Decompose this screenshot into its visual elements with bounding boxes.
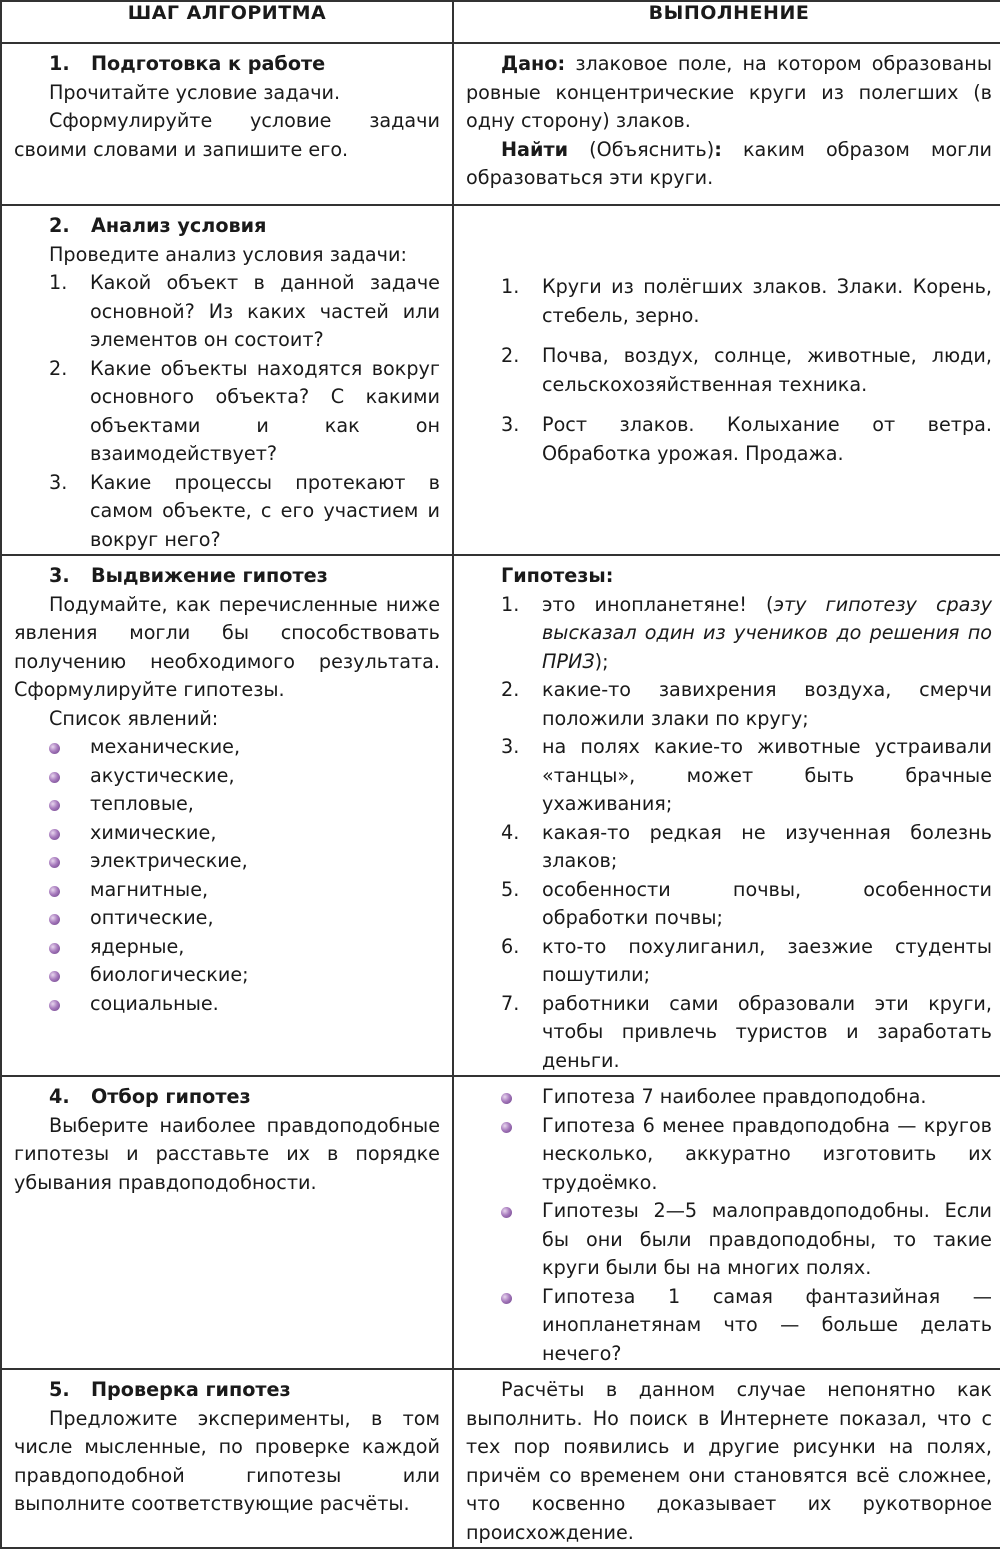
bullet-icon bbox=[49, 943, 60, 954]
list-item: Гипотеза 1 самая фантазийная — инопланетянам что — больше делать нечего? bbox=[466, 1283, 992, 1369]
bullet-icon bbox=[49, 857, 60, 868]
list-item: 6. кто-то похулиганил, заезжие студенты пошутили; bbox=[501, 934, 992, 986]
hypotheses-list bbox=[466, 591, 992, 1076]
phenomena-label: Список явлений: bbox=[49, 706, 219, 730]
step-5-description bbox=[2, 1370, 452, 1519]
bullet-icon bbox=[49, 1000, 60, 1011]
bullet-icon bbox=[49, 772, 60, 783]
step-4-description bbox=[2, 1077, 452, 1197]
bullet-icon bbox=[49, 914, 60, 925]
analysis-questions bbox=[14, 269, 440, 554]
step-2-execution bbox=[454, 206, 1000, 468]
list-item: акустические, bbox=[14, 762, 440, 791]
step-5-p1: Предложите эксперименты, в том числе мысленные, по проверке каждой правдоподобной гипотезы или выполните соответствующие расчёты. bbox=[14, 1406, 440, 1515]
bullet-icon bbox=[49, 829, 60, 840]
step-5-title: 5. Проверка гипотез bbox=[49, 1378, 291, 1401]
step-4-p1: Выберите наиболее правдоподобные гипотезы и расставьте их в порядке убывания правдоподобности. bbox=[14, 1113, 440, 1194]
step-2-intro: Проведите анализ условия задачи: bbox=[49, 242, 407, 266]
list-item: 3. Рост злаков. Колыхание от ветра. Обработка урожая. Продажа. bbox=[501, 413, 992, 465]
list-item: 1. это инопланетяне! (эту гипотезу сразу высказал один из учеников до решения по ПРИЗ); bbox=[501, 592, 992, 673]
list-item: ядерные, bbox=[14, 933, 440, 962]
step-1-execution bbox=[454, 44, 1000, 193]
row-step-4 bbox=[1, 1076, 1000, 1369]
bullet-icon bbox=[49, 886, 60, 897]
list-item: биологические; bbox=[14, 961, 440, 990]
step-1-p2: Сформулируйте условие задачи своими словами и запишите его. bbox=[14, 109, 440, 161]
header-step: ШАГ АЛГОРИТМА bbox=[1, 1, 453, 43]
step-2-description bbox=[2, 206, 452, 554]
list-item: механические, bbox=[14, 733, 440, 762]
step-5-execution bbox=[454, 1370, 1000, 1547]
bullet-icon bbox=[49, 743, 60, 754]
step-3-title: 3. Выдвижение гипотез bbox=[49, 564, 328, 587]
row-step-1 bbox=[1, 43, 1000, 205]
list-item: Гипотеза 6 менее правдоподобна — кругов несколько, аккуратно изготовить их трудоёмко. bbox=[466, 1112, 992, 1198]
list-item: 3. Какие процессы протекают в самом объекте, с его участием и вокруг него? bbox=[49, 470, 440, 551]
header-row bbox=[1, 1, 1000, 43]
phenomena-list bbox=[14, 733, 440, 1018]
bullet-icon bbox=[501, 1207, 512, 1218]
step-1-description bbox=[2, 44, 452, 164]
list-item: 7. работники сами образовали эти круги, чтобы привлечь туристов и заработать деньги. bbox=[501, 991, 992, 1072]
header-execution: ВЫПОЛНЕНИЕ bbox=[453, 1, 1000, 43]
bullet-icon bbox=[501, 1293, 512, 1304]
list-item: 2. Какие объекты находятся вокруг основного объекта? С какими объектами и как он взаимодействует? bbox=[49, 356, 440, 465]
list-item: Гипотеза 7 наиболее правдоподобна. bbox=[466, 1083, 992, 1112]
row-step-2 bbox=[1, 205, 1000, 555]
step-3-p1: Подумайте, как перечисленные ниже явления могли бы способствовать получению необходимого результата. Сформулируйте гипотезы. bbox=[14, 592, 440, 701]
step-1-title: 1. Подготовка к работе bbox=[49, 52, 326, 75]
hypotheses-ranking bbox=[466, 1083, 992, 1368]
bullet-icon bbox=[49, 971, 60, 982]
bullet-icon bbox=[49, 800, 60, 811]
step-2-title: 2. Анализ условия bbox=[49, 214, 267, 237]
list-item: Гипотезы 2—5 малоправдоподобны. Если бы они были правдоподобны, то такие круги были бы на многих полях. bbox=[466, 1197, 992, 1283]
list-item: химические, bbox=[14, 819, 440, 848]
bullet-icon bbox=[501, 1093, 512, 1104]
bullet-icon bbox=[501, 1122, 512, 1133]
step-5-answer: Расчёты в данном случае непонятно как выполнить. Но поиск в Интернете показал, что с тех пор появились и другие рисунки на полях, причём со временем они становятся всё сложнее, что косвенно доказывает их рукотворное происхождение. bbox=[466, 1378, 992, 1544]
step-3-execution bbox=[454, 556, 1000, 1075]
list-item: тепловые, bbox=[14, 790, 440, 819]
step-3-description bbox=[2, 556, 452, 1018]
hypotheses-label: Гипотезы: bbox=[501, 564, 614, 587]
list-item: 2. Почва, воздух, солнце, животные, люди, сельскохозяйственная техника. bbox=[501, 344, 992, 396]
step-4-title: 4. Отбор гипотез bbox=[49, 1085, 251, 1108]
row-step-3 bbox=[1, 555, 1000, 1076]
list-item: электрические, bbox=[14, 847, 440, 876]
list-item: 4. какая-то редкая не изученная болезнь злаков; bbox=[501, 820, 992, 872]
list-item: магнитные, bbox=[14, 876, 440, 905]
list-item: оптические, bbox=[14, 904, 440, 933]
step-1-p1: Прочитайте условие задачи. bbox=[49, 80, 341, 104]
given-statement: Дано: злаковое поле, на котором образованы ровные концентрические круги из полегших (в одну сторону) злаков. bbox=[466, 52, 992, 132]
list-item: 2. какие-то завихрения воздуха, смерчи положили злаки по кругу; bbox=[501, 678, 992, 730]
list-item: 1. Какой объект в данной задаче основной? Из каких частей или элементов он состоит? bbox=[49, 271, 440, 351]
list-item: социальные. bbox=[14, 990, 440, 1019]
list-item: 1. Круги из полёгших злаков. Злаки. Корень, стебель, зерно. bbox=[501, 275, 992, 327]
step-4-execution bbox=[454, 1077, 1000, 1368]
find-statement: Найти (Объяснить): каким образом могли образоваться эти круги. bbox=[466, 137, 992, 189]
list-item: 3. на полях какие-то животные устраивали «танцы», может быть брачные ухаживания; bbox=[501, 735, 992, 815]
analysis-answers bbox=[466, 273, 992, 468]
row-step-5 bbox=[1, 1369, 1000, 1548]
list-item: 5. особенности почвы, особенности обработки почвы; bbox=[501, 877, 992, 929]
